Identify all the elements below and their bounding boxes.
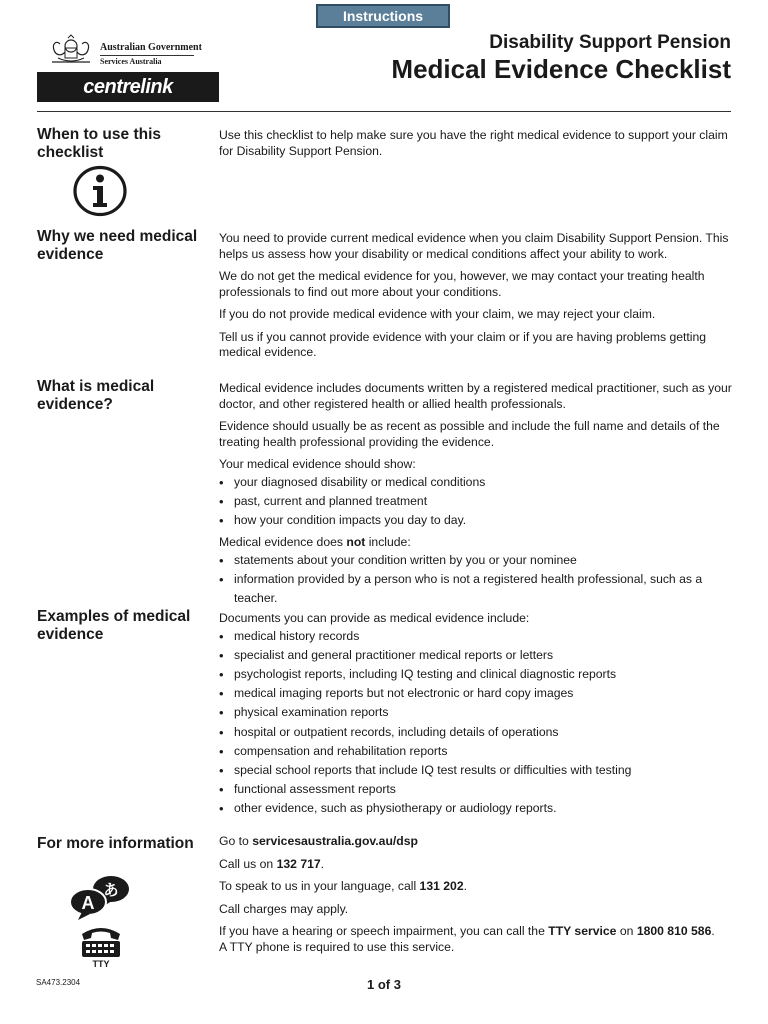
why-heading: Why we need medical evidence (37, 228, 198, 263)
list-item: • psychologist reports, including IQ testing and clinical diagnostic reports (219, 665, 733, 684)
page-number: 1 of 3 (367, 977, 401, 992)
language-number: 131 202 (419, 879, 464, 893)
when-heading: When to use this checklist (37, 126, 161, 161)
centrelink-brand: centrelink (37, 72, 219, 102)
tty-line: If you have a hearing or speech impairment, you can call the TTY service on 1800 810 586. A TTY phone is required to use this service. (219, 924, 715, 954)
list-item: • medical imaging reports but not electronic or hard copy images (219, 684, 733, 703)
language-line: To speak to us in your language, call 131 202. (219, 879, 467, 893)
not-include-list (219, 551, 733, 609)
list-item: • medical history records (219, 627, 733, 646)
government-crest-logo (48, 34, 94, 66)
list-item: • how your condition impacts you day to day. (219, 511, 733, 530)
charges-line: Call charges may apply. (219, 901, 349, 916)
more-info-heading: For more information (37, 835, 194, 852)
why-paragraph: If you do not provide medical evidence with your claim, we may reject your claim. (219, 307, 656, 321)
phone-number: 132 717 (276, 856, 321, 871)
list-item: • statements about your condition written by you or your nominee (219, 551, 733, 570)
list-item: • compensation and rehabilitation reports (219, 742, 733, 761)
phone-line: Call us on 132 717. (219, 856, 325, 871)
instructions-tab: Instructions (316, 4, 450, 28)
list-item: • hospital or outpatient records, including details of operations (219, 723, 733, 742)
language-icon (68, 874, 134, 920)
list-item: • specialist and general practitioner medical reports or letters (219, 646, 733, 665)
why-paragraph: Tell us if you cannot provide evidence with your claim or if you are having problems getting medical evidence. (219, 329, 707, 359)
when-paragraph: Use this checklist to help make sure you have the right medical evidence to support your claim for Disability Support Pension. (219, 128, 728, 158)
form-code: SA473.2304 (36, 978, 81, 987)
list-item: • past, current and planned treatment (219, 492, 733, 511)
agency-name: Services Australia (100, 57, 162, 66)
tty-number: 1800 810 586 (636, 924, 712, 938)
info-icon (72, 165, 128, 217)
show-intro: Your medical evidence should show: (219, 457, 416, 471)
examples-heading: Examples of medical evidence (37, 608, 191, 643)
website-line: Go to servicesaustralia.gov.au/dsp (219, 834, 418, 848)
what-paragraph: Evidence should usually be as recent as possible and include the full name and details of the treating health professional providing the evidence. (219, 419, 720, 449)
tty-phone-icon (78, 924, 124, 968)
tty-label: TTY (92, 959, 110, 968)
gov-divider (100, 55, 194, 56)
what-paragraph: Medical evidence includes documents written by a registered medical practitioner, such as your doctor, and other registered health or allied health professionals. (219, 381, 732, 411)
examples-list (219, 627, 733, 819)
what-heading: What is medical evidence? (37, 378, 155, 413)
what-text (219, 381, 733, 608)
more-info-text (219, 834, 733, 955)
lang-glyph-b: あ (103, 881, 119, 899)
why-paragraph: You need to provide current medical evidence when you claim Disability Support Pension. This helps us assess how your disability or medical conditions affect your ability to work. (219, 231, 729, 261)
list-item: • other evidence, such as physiotherapy or audiology reports. (219, 799, 733, 818)
website-link[interactable]: servicesaustralia.gov.au/dsp (252, 834, 418, 848)
when-text (219, 128, 733, 166)
list-item: • your diagnosed disability or medical conditions (219, 473, 733, 492)
examples-intro: Documents you can provide as medical evidence include: (219, 611, 530, 625)
examples-text (219, 611, 733, 819)
not-include-intro: Medical evidence does not include: (219, 535, 411, 550)
why-text (219, 231, 733, 368)
list-item: • information provided by a person who is not a registered health professional, such as a teacher. (219, 570, 733, 608)
lang-glyph-a: A (81, 893, 95, 913)
list-item: • physical examination reports (219, 703, 733, 722)
show-list (219, 473, 733, 531)
list-item: • special school reports that include IQ test results or difficulties with testing (219, 761, 733, 780)
list-item: • functional assessment reports (219, 780, 733, 799)
document-title: Medical Evidence Checklist (391, 54, 731, 84)
document-subtitle: Disability Support Pension (489, 32, 731, 53)
why-paragraph: We do not get the medical evidence for you, however, we may contact your treating health professionals to find out more about your conditions. (219, 269, 705, 299)
header-rule (37, 111, 731, 112)
gov-name: Australian Government (100, 42, 202, 53)
